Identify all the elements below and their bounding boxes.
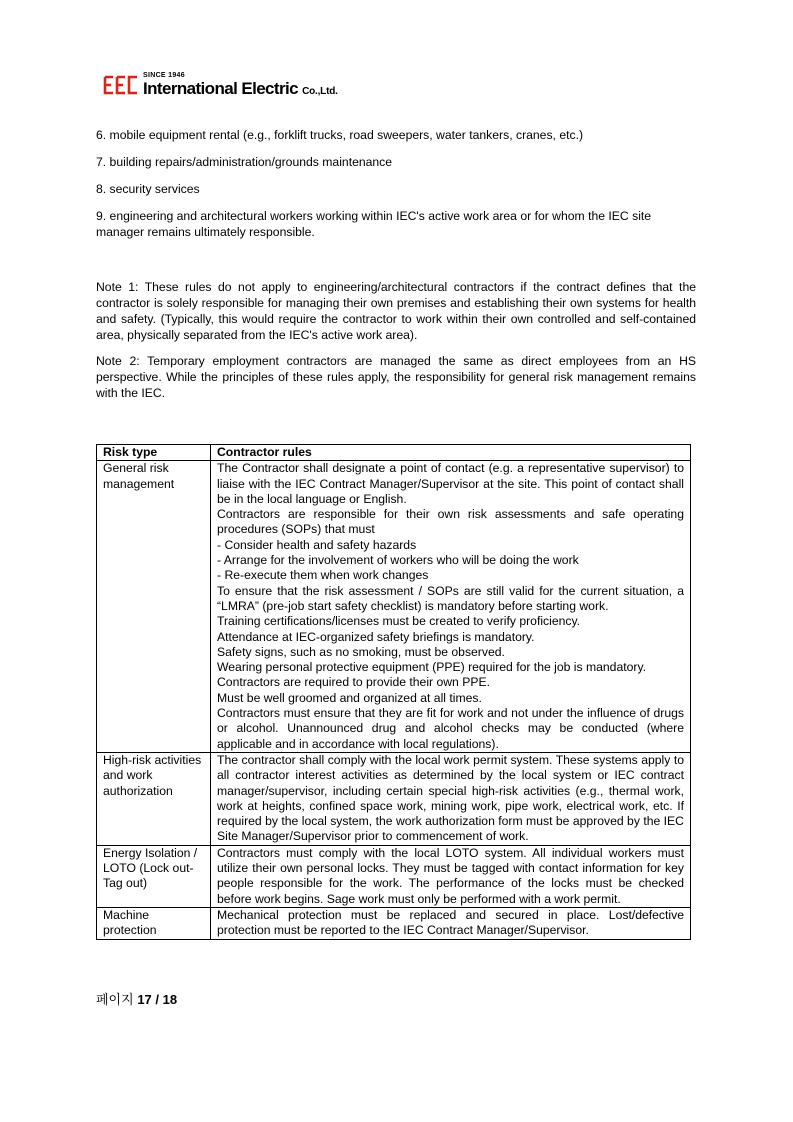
risk-type-cell: General risk management [97, 461, 211, 753]
rule-line: The contractor shall comply with the local work permit system. These systems apply to all contractor interest activities as determined by the local system or IEC contract manager/supervisor, including certain special high-risk activities (e.g., thermal work, work at heights, confined space work, mining work, pipe work, electrical work, etc. If required by the local system, the work authorization form must be approved by the IEC Site Manager/Supervisor prior to commencement of work. [217, 752, 684, 844]
contractor-rules-table [96, 444, 691, 940]
body-content [96, 127, 696, 411]
rule-line: Must be well groomed and organized at all times. [217, 690, 482, 705]
contractor-rules-cell [211, 907, 691, 939]
list-item: 7. building repairs/administration/grounds maintenance [96, 155, 393, 169]
rule-line: Contractors must ensure that they are fit for work and not under the influence of drugs or alcohol. Unannounced drug and alcohol checks may be conducted (where applicable and in accordance with local regulations). [217, 706, 684, 751]
logo-since-text: SINCE 1946 [143, 72, 185, 79]
risk-type-cell: High-risk activities and work authorization [97, 752, 211, 845]
list-item: 6. mobile equipment rental (e.g., forklift trucks, road sweepers, water tankers, cranes, etc.) [96, 128, 584, 142]
rule-line: Contractors must comply with the local LOTO system. All individual workers must utilize their own personal locks. They must be tagged with contact information for key people responsible for the work. The performance of the locks must be checked before work begins. Sage work must only be performed with a work permit. [217, 845, 684, 906]
rule-line: - Consider health and safety hazards [217, 537, 417, 552]
note-paragraph: Note 2: Temporary employment contractors are managed the same as direct employees from an HS perspective. While the principles of these rules apply, the responsibility for general risk management remains with the IEC. [96, 354, 696, 400]
column-header-contractor-rules: Contractor rules [211, 445, 691, 461]
page-separator: / [155, 992, 160, 1007]
company-name-text: International Electric [143, 79, 298, 98]
table-row [97, 845, 691, 907]
column-header-risk-type: Risk type [97, 445, 211, 461]
contractor-rules-cell [211, 461, 691, 753]
company-suffix: Co.,Ltd. [302, 86, 338, 97]
company-logo [103, 70, 343, 102]
table-row [97, 907, 691, 939]
rule-line: The Contractor shall designate a point of contact (e.g. a representative supervisor) to liaise with the IEC Contract Manager/Supervisor at the site. This point of contact shall be in the local language or English. [217, 461, 684, 506]
rule-line: Training certifications/licenses must be created to verify proficiency. [217, 614, 581, 629]
risk-type-cell: Machine protection [97, 907, 211, 939]
total-pages-number: 18 [162, 992, 178, 1007]
rule-line: Attendance at IEC-organized safety briefings is mandatory. [217, 629, 535, 644]
current-page-number: 17 [137, 992, 152, 1007]
rule-line: Safety signs, such as no smoking, must be observed. [217, 644, 505, 659]
company-name [143, 79, 338, 99]
table-row [97, 752, 691, 845]
rule-line: Contractors are required to provide their own PPE. [217, 675, 490, 690]
list-item: 9. engineering and architectural workers working within IEC's active work area or for whom the IEC site manager remains ultimately responsible. [96, 209, 652, 239]
rule-line: To ensure that the risk assessment / SOPs are still valid for the current situation, a “LMRA” (pre-job start safety checklist) is mandatory before starting work. [217, 583, 684, 613]
note-paragraph: Note 1: These rules do not apply to engineering/architectural contractors if the contract defines that the contractor is solely responsible for managing their own premises and establishing their own systems for health and safety. (Typically, this would require the contractor to work within their own controlled and self-contained area, physically separated from the IEC's active work area). [96, 280, 696, 342]
table-header-row [97, 445, 691, 461]
table-row [97, 461, 691, 753]
rule-line: Mechanical protection must be replaced and secured in place. Lost/defective protection must be reported to the IEC Contract Manager/Supervisor. [217, 907, 684, 938]
contractor-rules-cell [211, 845, 691, 907]
contractor-rules-cell [211, 752, 691, 845]
page-label: 페이지 [96, 992, 134, 1007]
risk-type-cell: Energy Isolation / LOTO (Lock out-Tag out) [97, 845, 211, 907]
rule-line: - Arrange for the involvement of workers who will be doing the work [217, 553, 579, 568]
rule-line: Contractors are responsible for their own risk assessments and safe operating procedures (SOPs) that must [217, 507, 684, 537]
rule-line: - Re-execute them when work changes [217, 568, 429, 583]
page-number-footer [96, 989, 177, 1008]
spacer [96, 251, 696, 279]
rule-line: Wearing personal protective equipment (PPE) required for the job is mandatory. [217, 660, 647, 675]
list-item: 8. security services [96, 182, 200, 196]
iec-logo-icon [103, 74, 139, 96]
